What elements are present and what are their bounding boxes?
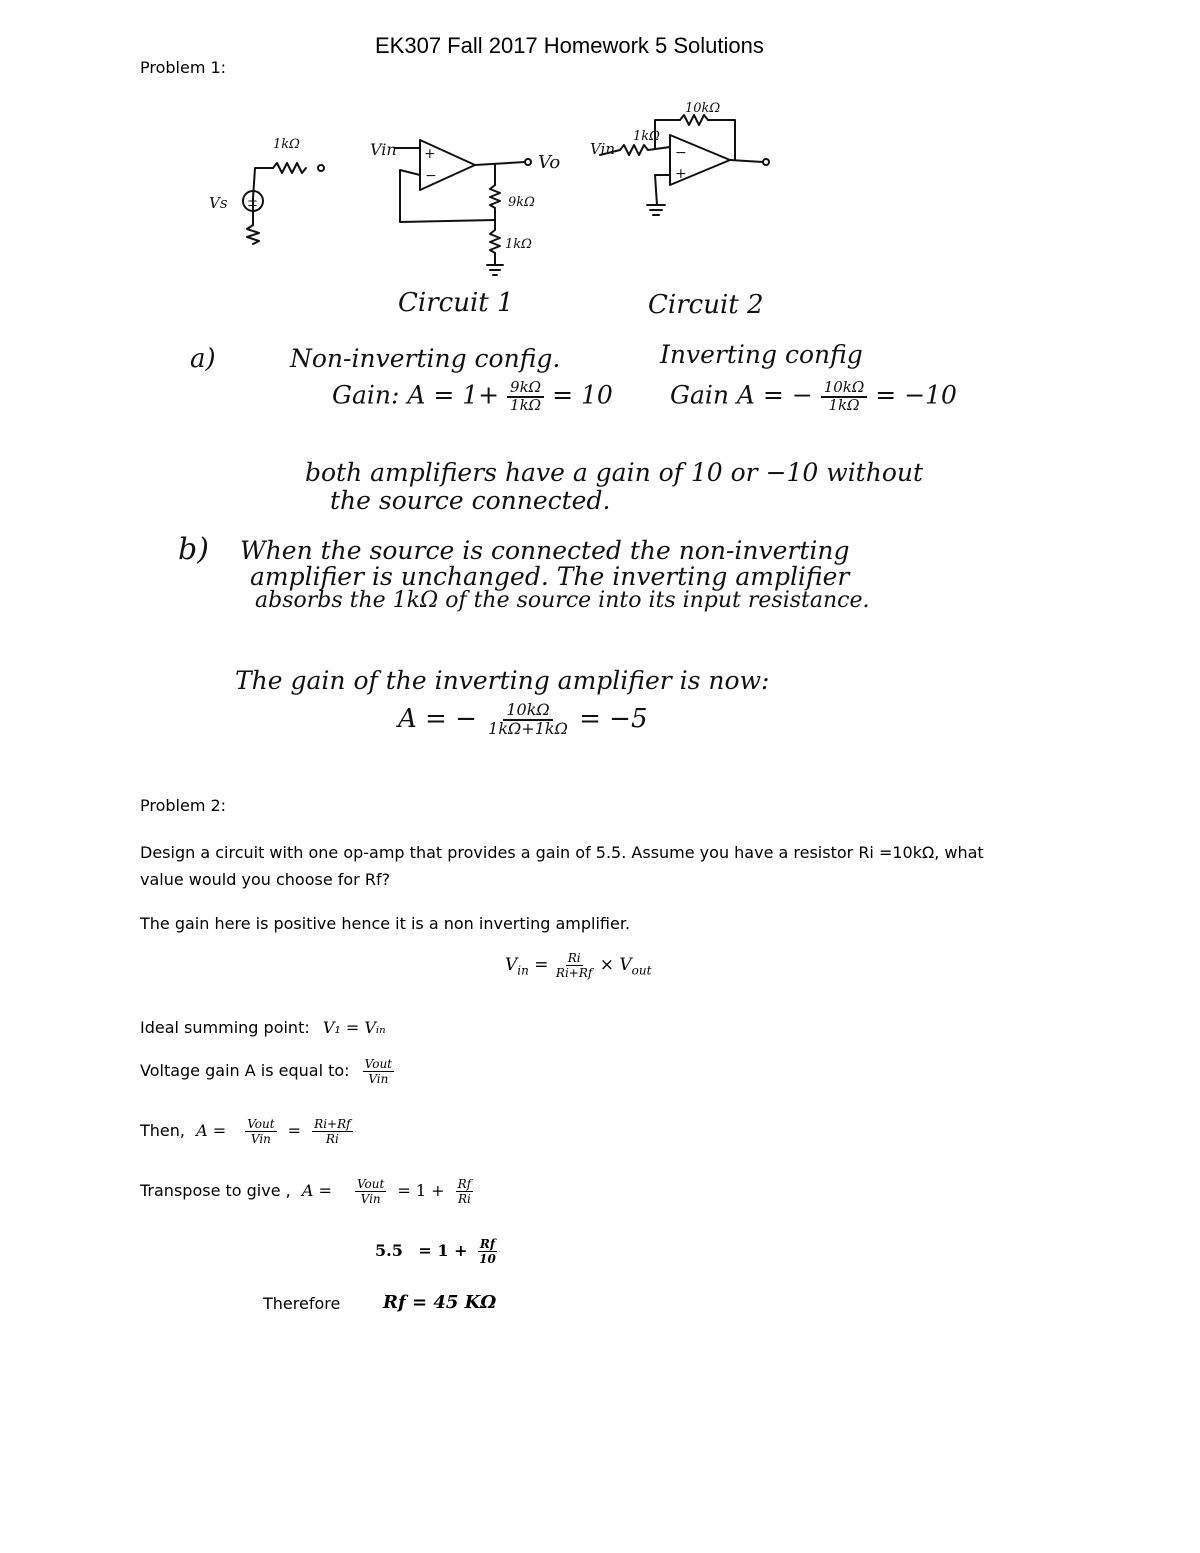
vin-frac-den: Ri+Rf — [555, 966, 593, 980]
transpose-frac2 — [456, 1178, 473, 1205]
transpose-frac1-den: Vin — [360, 1192, 381, 1206]
then-label: Then, — [140, 1121, 185, 1140]
label-vin2: Vin — [590, 140, 616, 158]
label-r-source: 1kΩ — [273, 137, 300, 152]
vin-lhs: V — [505, 955, 518, 975]
new-gain-equation — [398, 702, 648, 738]
new-gain-text: The gain of the inverting amplifier is now: — [235, 666, 770, 695]
transpose-label: Transpose to give , — [140, 1181, 291, 1200]
inverting-config: Inverting config — [660, 340, 863, 369]
then-equation — [140, 1118, 353, 1145]
then-a: A = — [196, 1121, 227, 1140]
part-b-marker: b) — [178, 532, 209, 567]
label-r9k: 9kΩ — [508, 195, 535, 210]
gain1-prefix: Gain: A = 1+ — [332, 380, 500, 410]
vin-fraction — [554, 952, 594, 979]
summing-label: Ideal summing point: — [140, 1018, 310, 1037]
then-frac1 — [245, 1118, 276, 1145]
vin-frac-num: Ri — [567, 951, 581, 965]
then-frac2 — [312, 1118, 352, 1145]
part-a-marker: a) — [190, 344, 216, 374]
vin-lhs-sub: in — [517, 963, 529, 978]
both-line1: both amplifiers have a gain of 10 or −10 without — [305, 458, 924, 487]
gain2-equation — [670, 380, 957, 414]
therefore-label: Therefore — [263, 1294, 341, 1313]
vg-den: Vin — [368, 1072, 389, 1086]
label-r10k: 10kΩ — [685, 101, 721, 116]
label-r1k: 1kΩ — [505, 237, 532, 252]
vin-out-sub: out — [631, 963, 652, 978]
then-frac1-den: Vin — [250, 1132, 271, 1146]
then-frac2-num: Ri+Rf — [314, 1117, 351, 1131]
gain2-fraction — [821, 380, 868, 414]
label-pm: ± — [247, 195, 258, 210]
problem2-statement-line1: Design a circuit with one op-amp that provides a gain of 5.5. Assume you have a resistor Ri =10kΩ, what — [140, 843, 984, 862]
step-equation — [375, 1238, 498, 1265]
summing-equation: V₁ = Vᵢₙ — [322, 1018, 386, 1037]
new-gain-result: = −5 — [579, 703, 648, 734]
new-gain-fraction — [485, 702, 571, 738]
summing-point — [140, 1018, 386, 1037]
voltage-gain-label: Voltage gain A is equal to: — [140, 1061, 350, 1080]
gain2-result: = −10 — [875, 380, 957, 410]
problem1-heading: Problem 1: — [140, 58, 227, 77]
problem2-heading: Problem 2: — [140, 796, 227, 815]
new-gain-num: 10kΩ — [503, 702, 552, 721]
vg-num: Vout — [364, 1057, 392, 1071]
gain1-equation — [332, 380, 613, 414]
label-minus1: − — [425, 168, 437, 184]
new-gain-den: 1kΩ+1kΩ — [488, 718, 568, 738]
b-line2: amplifier is unchanged. The inverting amplifier — [250, 562, 850, 591]
transpose-frac1 — [355, 1178, 386, 1205]
then-equals: = — [287, 1121, 302, 1140]
problem2-explanation: The gain here is positive hence it is a non inverting amplifier. — [140, 914, 631, 933]
step-fraction — [477, 1238, 498, 1265]
label-r1k-2: 1kΩ — [633, 129, 660, 144]
then-frac1-num: Vout — [247, 1117, 275, 1131]
b-line1: When the source is connected the non-inverting — [240, 536, 850, 565]
label-vs: Vs — [209, 194, 228, 212]
transpose-equals: = 1 + — [397, 1181, 445, 1200]
circuit-schematic — [195, 100, 815, 290]
gain1-result: = 10 — [552, 380, 613, 410]
problem2-statement-line2: value would you choose for Rf? — [140, 870, 391, 889]
circuit2-label: Circuit 2 — [648, 290, 764, 320]
transpose-a: A = — [301, 1181, 332, 1200]
vin-equals: = — [534, 955, 549, 975]
step-equals: = 1 + — [418, 1241, 468, 1260]
result-equation: Rf = 45 KΩ — [383, 1292, 497, 1313]
step-value: 5.5 — [375, 1241, 403, 1260]
gain1-fraction — [507, 380, 544, 414]
transpose-frac1-num: Vout — [356, 1177, 385, 1191]
label-vin1: Vin — [370, 140, 397, 159]
noninverting-config: Non-inverting config. — [290, 344, 561, 373]
label-plus2: + — [675, 166, 687, 182]
transpose-equation — [140, 1178, 473, 1205]
new-gain-prefix: A = − — [398, 703, 477, 734]
circuit1-label: Circuit 1 — [398, 288, 514, 318]
label-minus2: − — [675, 145, 687, 161]
b-line3: absorbs the 1kΩ of the source into its input resistance. — [255, 588, 870, 613]
vin-times: × V — [599, 955, 632, 975]
label-plus1: + — [424, 146, 436, 162]
gain2-num: 10kΩ — [821, 380, 868, 398]
step-frac-num: Rf — [479, 1237, 496, 1251]
gain1-den: 1kΩ — [510, 395, 542, 414]
transpose-frac2-den: Ri — [457, 1192, 471, 1206]
page-title: EK307 Fall 2017 Homework 5 Solutions — [375, 33, 764, 58]
transpose-frac2-num: Rf — [457, 1177, 472, 1191]
both-line2: the source connected. — [330, 486, 611, 515]
voltage-gain — [140, 1058, 394, 1085]
gain1-num: 9kΩ — [507, 380, 544, 398]
label-vo: Vo — [538, 152, 561, 173]
gain2-prefix: Gain A = − — [670, 380, 813, 410]
gain2-den: 1kΩ — [828, 395, 860, 414]
voltage-gain-fraction — [363, 1058, 394, 1085]
vin-equation — [505, 952, 651, 979]
then-frac2-den: Ri — [325, 1132, 339, 1146]
step-frac-den: 10 — [479, 1252, 496, 1266]
